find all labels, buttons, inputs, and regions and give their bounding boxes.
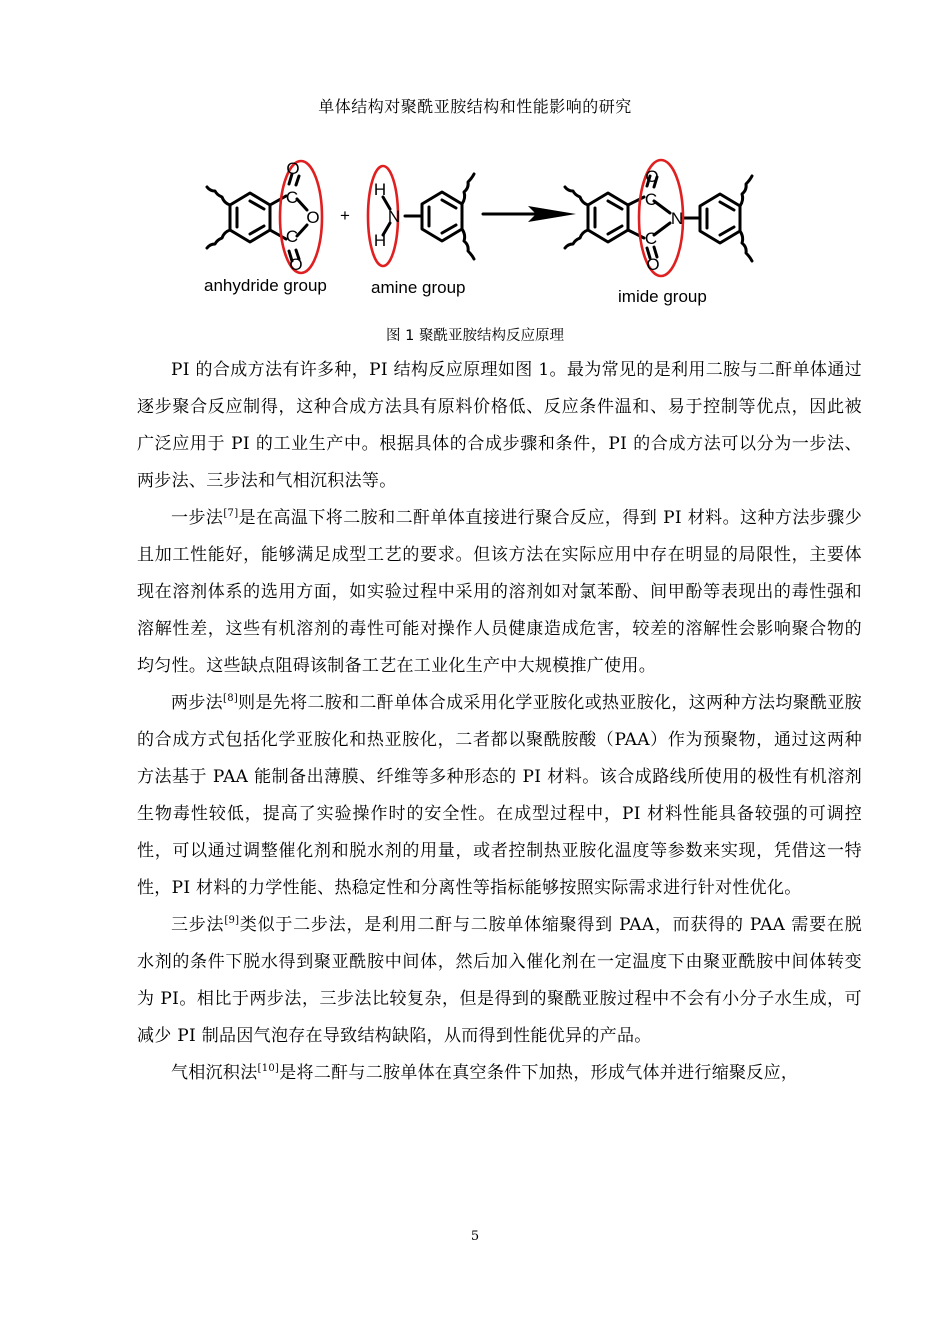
atom-c: C [644,190,658,209]
body-text [137,352,862,1092]
reaction-scheme [180,150,780,312]
paragraph-text: 是在高温下将二胺和二酐单体直接进行聚合反应，得到 PI 材料。这种方法步骤少且加工性能好，能够满足成型工艺的要求。但该方法在实际应用中存在明显的局限性，主要体现在溶剂体系的选用方面，如实验过程中采用的溶剂如对氯苯酚、间甲酚等表现出的毒性强和溶解性差，这些有机溶剂的毒性可能对操作人员健康造成危害，较差的溶解性会影响聚合物的均匀性。这些缺点阻碍该制备工艺在工业化生产中大规模推广使用。 [137,508,863,676]
page-number: 5 [470,1229,480,1244]
paragraph-text: 是将二酐与二胺单体在真空条件下加热，形成气体并进行缩聚反应， [279,1063,799,1083]
citation-ref: [8] [223,693,239,704]
wavy-bond-icon [462,229,474,259]
figure-caption: 图 1 聚酰亚胺结构反应原理 [386,328,564,344]
citation-ref: [7] [223,508,239,519]
atom-o: O [286,159,300,178]
plus-sign: + [340,206,350,225]
citation-ref: [9] [224,915,240,926]
atom-o: O [645,167,659,186]
wavy-bond-icon [207,230,230,248]
atom-o: O [306,208,320,227]
paragraph [137,685,862,907]
atom-c: C [285,227,299,246]
anhydride-group-label: anhydride group [204,276,327,295]
atom-n: N [387,207,401,226]
paragraph-text: 则是先将二胺和二酐单体合成采用化学亚胺化或热亚胺化，这两种方法均聚酰亚胺的合成方式包括化学亚胺化和热亚胺化，二者都以聚酰胺酸（PAA）作为预聚物，通过这两种方法基于 PAA 能制备出薄膜、纤维等多种形态的 PI 材料。该合成路线所使用的极性有机溶剂生物毒性较低，提高了实验操作时的安全性。在成型过程中，PI 材料性能具备较强的可调控性，可以通过调整催化剂和脱水剂的用量，或者控制热亚胺化温度等参数来实现，凭借这一特性，PI 材料的力学性能、热稳定性和分离性等指标能够按照实际需求进行针对性优化。 [137,693,862,898]
atom-n: N [670,209,684,228]
atom-o: O [289,255,303,274]
amine-group-label: amine group [371,278,466,297]
paragraph [137,1055,862,1092]
paragraph [137,352,862,500]
atom-c: C [644,229,658,248]
wavy-bond-icon [740,176,752,206]
wavy-bond-icon [565,187,588,205]
atom-h: H [373,180,387,199]
wavy-bond-icon [207,187,230,205]
paragraph-text: 类似于二步法，是利用二酐与二胺单体缩聚得到 PAA，而获得的 PAA 需要在脱水剂的条件下脱水得到聚亚酰胺中间体，然后加入催化剂在一定温度下由聚亚酰胺中间体转变为 PI。相比于两步法，三步法比较复杂，但是得到的聚酰亚胺过程中不会有小分子水生成，可减少 PI 制品因气泡存在导致结构缺陷，从而得到性能优异的产品。 [137,915,863,1046]
paragraph [137,907,862,1055]
paragraph-text: 两步法 [171,693,223,713]
paragraph-text: PI 的合成方法有许多种，PI 结构反应原理如图 1。最为常见的是利用二胺与二酐单体通过逐步聚合反应制得，这种合成方法具有原料价格低、反应条件温和、易于控制等优点，因此被广泛应用于 PI 的工业生产中。根据具体的合成步骤和条件，PI 的合成方法可以分为一步法、两步法、三步法和气相沉积法等。 [137,360,862,491]
atom-c: C [285,188,299,207]
paragraph-text: 气相沉积法 [171,1063,258,1083]
atom-h: H [373,231,387,250]
running-header: 单体结构对聚酰亚胺结构和性能影响的研究 [318,97,632,116]
paragraph [137,500,862,685]
paragraph-text: 三步法 [171,915,225,935]
wavy-bond-icon [565,230,588,248]
reaction-figure [180,150,780,312]
atom-o: O [646,255,660,274]
wavy-bond-icon [740,231,752,261]
citation-ref: [10] [257,1063,280,1074]
paragraph-text: 一步法 [171,508,224,528]
imide-group-label: imide group [618,287,707,306]
wavy-bond-icon [462,174,474,204]
